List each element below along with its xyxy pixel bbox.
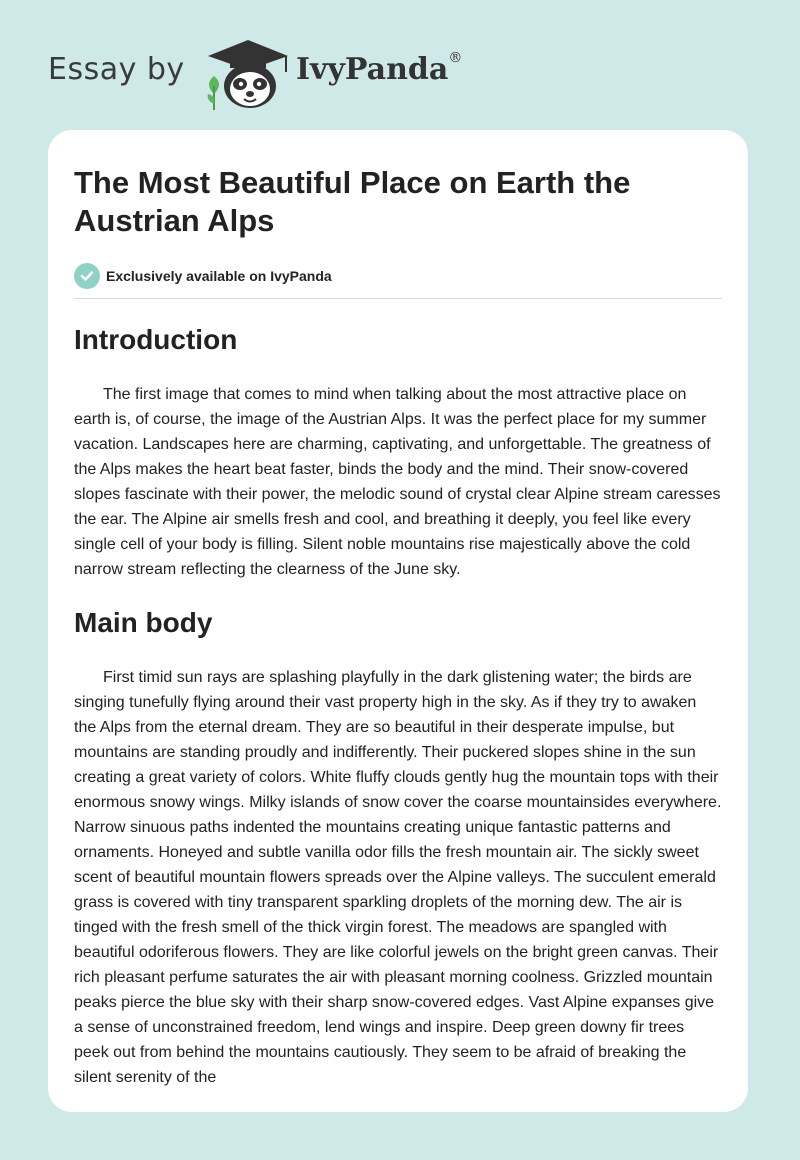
brand-prefix: Essay by	[48, 52, 185, 87]
panda-logo-icon[interactable]	[200, 36, 296, 112]
divider	[74, 298, 722, 299]
checkmark-icon	[74, 263, 100, 289]
section-paragraph-introduction: The first image that comes to mind when talking about the most attractive place on earth is, of course, the image of the Austrian Alps. It was the perfect place for my summer vacation. Landscapes here are charming, captivating, and unforgettable. The greatness of the Alps makes the heart beat faster, binds the body and the mind. Their snow-covered slopes fascinate with their power, the melodic sound of crystal clear Alpine stream caresses the ear. The Alpine air smells fresh and cool, and breathing it deeply, you feel like every single cell of your body is filling. Silent noble mountains rise majestically above the cold narrow stream reflecting the clearness of the June sky.	[74, 386, 721, 578]
essay-content	[74, 164, 722, 1090]
badge-label: Exclusively available on IvyPanda	[106, 268, 332, 284]
exclusive-badge	[74, 262, 722, 290]
brand-name[interactable]: IvyPanda®	[296, 50, 463, 87]
section-heading-main-body: Main body	[74, 607, 213, 638]
essay-title: The Most Beautiful Place on Earth the Austrian Alps	[74, 165, 631, 238]
essay-card	[48, 130, 748, 1112]
registered-mark: ®	[448, 50, 463, 66]
site-header	[0, 0, 800, 130]
section-paragraph-main-body: First timid sun rays are splashing playfully in the dark glistening water; the birds are singing tunefully flying around their vast property high in the sky. As if they try to awaken the Alps from the eternal dream. They are so beautiful in their desperate impulse, but mountains are standing proudly and indifferently. Their puckered slopes shine in the sun creating a great variety of colors. White fluffy clouds gently hug the mountain tops with their enormous snowy wings. Milky islands of snow cover the coarse mountainsides everywhere. Narrow sinuous paths indented the mountains creating unique fantastic patterns and ornaments. Honeyed and subtle vanilla odor fills the fresh mountain air. The sickly sweet scent of beautiful mountain flowers spreads over the Alpine valleys. The succulent emerald grass is covered with tiny transparent sparkling droplets of the morning dew. The air is tinged with the fresh smell of the thick virgin forest. The meadows are spangled with beautiful odoriferous flowers. They are like colorful jewels on the bright green canvas. Their rich pleasant perfume saturates the air with pleasant morning coolness. Grizzled mountain peaks pierce the blue sky with their sharp snow-covered edges. Vast Alpine expanses give a sense of unconstrained freedom, lend wings and inspire. Deep green downy fir trees peek out from behind the mountains cautiously. They seem to be afraid of breaking the silent serenity of the	[74, 669, 722, 1086]
section-heading-introduction: Introduction	[74, 324, 238, 355]
